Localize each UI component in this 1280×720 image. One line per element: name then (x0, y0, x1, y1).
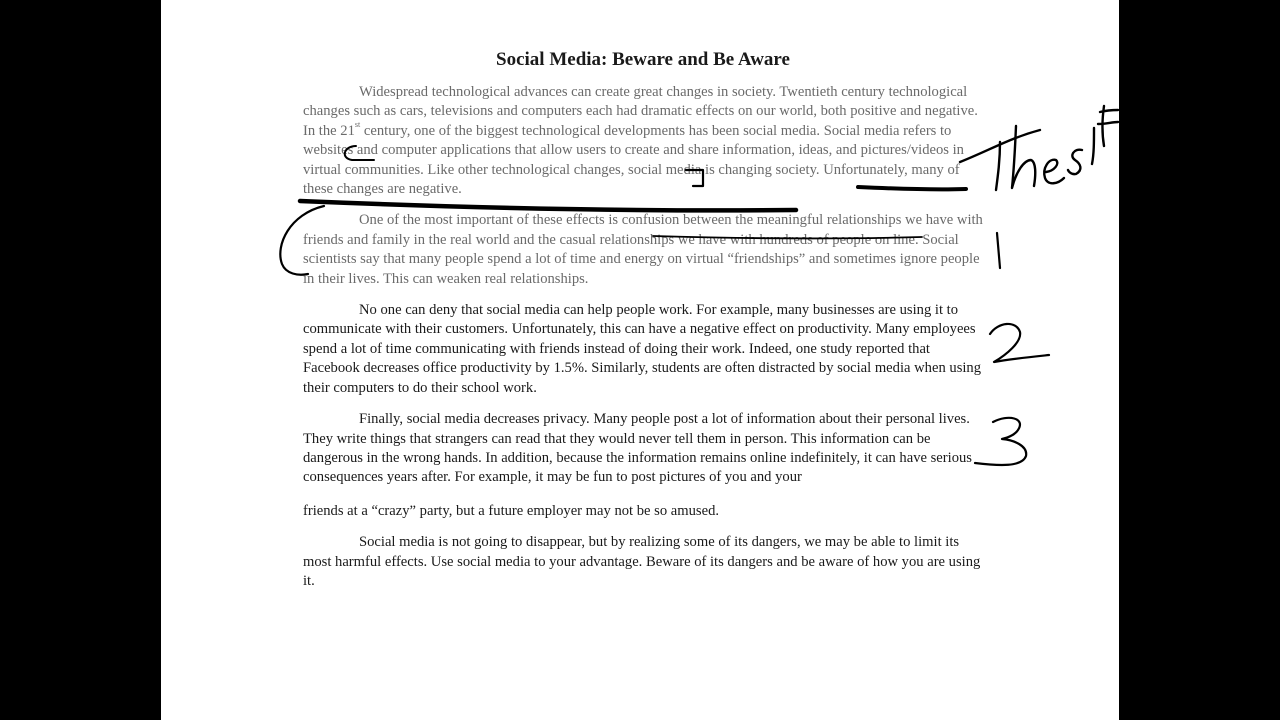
conclusion-paragraph: Social media is not going to disappear, but by realizing some of its dangers, we may be able to limit its most harmful effects. Use social media to your advantage. Beware of its dangers and be aware of how you are using it. (303, 534, 981, 589)
document-title: Social Media: Beware and Be Aware (496, 49, 790, 70)
ordinal-superscript: st (354, 119, 361, 129)
body-paragraph-2: No one can deny that social media can help people work. For example, many businesses are using it to communicate with their customers. Unfortunately, this can have a negative effect on productivity. Many employees spend a lot of time communicating with friends instead of doing their work. Indeed, one study reported that Facebook decreases office productivity by 1.5%. Similarly, students are often distracted by social media when using their computers to do their school work. (303, 302, 982, 396)
intro-text-start: Widespread technological advances can create great changes in society. Twentieth century technological changes such as cars, televisions and computers each had dramatic effects on our world, both positive and negative. In the 21 (303, 84, 978, 139)
intro-text-end: century, one of the biggest technological developments has been social media. Social media refers to websites and computer applications that allow users to create and share information, ideas, and pictures/videos in virtual communities. Like other technological changes, social media is changing society. Unfortunately, many of these changes are negative. (303, 122, 964, 198)
intro-paragraph (303, 83, 983, 199)
document-page (161, 0, 1119, 720)
document-body (303, 48, 983, 603)
body-paragraph-1: One of the most important of these effects is confusion between the meaningful relationships we have with friends and family in the real world and the casual relationships we have with hundreds of people on line. Social scientists say that many people spend a lot of time and energy on virtual “friendships” and sometimes ignore people in their lives. This can weaken real relationships. (303, 212, 983, 287)
body-paragraph-3-continued: friends at a “crazy” party, but a future employer may not be so amused. (303, 502, 720, 519)
body-paragraph-3: Finally, social media decreases privacy. Many people post a lot of information about their personal lives. They write things that strangers can read that they would never tell them in person. This information can be dangerous in the wrong hands. In addition, because the information remains online indefinitely, it can have serious consequences years after. For example, it may be fun to post pictures of you and your (303, 411, 972, 486)
